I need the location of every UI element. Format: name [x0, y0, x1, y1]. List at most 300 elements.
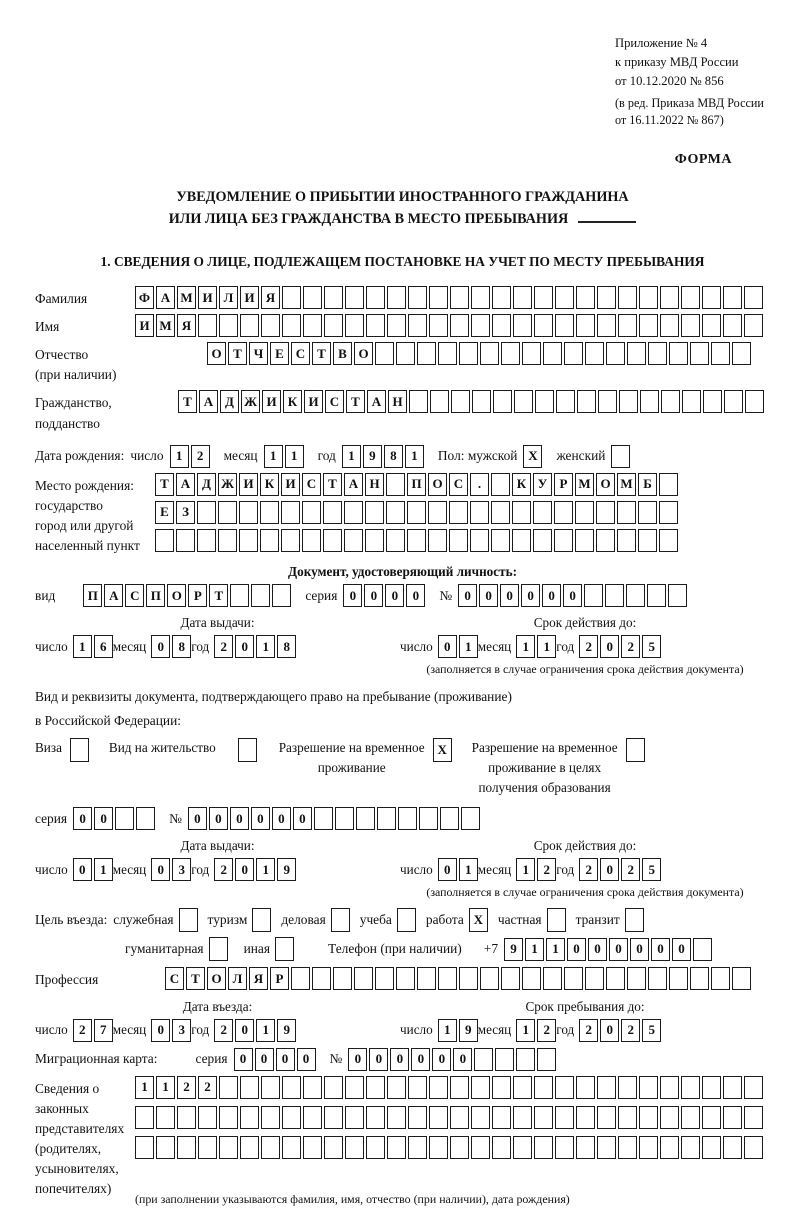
char-cell[interactable] — [429, 1076, 448, 1099]
char-cell[interactable]: 0 — [453, 1048, 472, 1071]
char-cell[interactable] — [471, 286, 490, 309]
char-cell[interactable] — [366, 1076, 385, 1099]
char-cell[interactable]: О — [354, 342, 373, 365]
char-cell[interactable]: 0 — [609, 938, 628, 961]
char-cell[interactable]: 0 — [255, 1048, 274, 1071]
char-cell[interactable]: О — [207, 967, 226, 990]
char-cell[interactable] — [597, 1136, 616, 1159]
char-cell[interactable] — [408, 314, 427, 337]
char-cell[interactable] — [449, 501, 468, 524]
char-cell[interactable] — [461, 807, 480, 830]
char-cell[interactable]: М — [617, 473, 636, 496]
char-cell[interactable]: 1 — [516, 858, 535, 881]
char-cell[interactable]: Т — [186, 967, 205, 990]
char-cell[interactable]: 1 — [256, 635, 275, 658]
char-cell[interactable] — [598, 390, 617, 413]
char-cell[interactable]: 9 — [459, 1019, 478, 1042]
char-cell[interactable] — [639, 314, 658, 337]
char-cell[interactable] — [387, 314, 406, 337]
char-cell[interactable]: Ф — [135, 286, 154, 309]
char-cell[interactable] — [596, 501, 615, 524]
char-cell[interactable] — [409, 390, 428, 413]
char-cell[interactable] — [648, 342, 667, 365]
char-cell[interactable]: 0 — [343, 584, 362, 607]
char-cell[interactable] — [576, 1076, 595, 1099]
char-cell[interactable]: 0 — [542, 584, 561, 607]
char-cell[interactable]: 0 — [297, 1048, 316, 1071]
char-cell[interactable]: А — [176, 473, 195, 496]
char-cell[interactable] — [303, 314, 322, 337]
char-cell[interactable] — [345, 1106, 364, 1129]
char-cell[interactable] — [430, 390, 449, 413]
char-cell[interactable]: А — [344, 473, 363, 496]
char-cell[interactable]: 2 — [198, 1076, 217, 1099]
char-cell[interactable]: У — [533, 473, 552, 496]
char-cell[interactable]: Ж — [241, 390, 260, 413]
char-cell[interactable] — [387, 1076, 406, 1099]
char-cell[interactable] — [493, 390, 512, 413]
char-cell[interactable]: И — [198, 286, 217, 309]
char-cell[interactable]: 0 — [364, 584, 383, 607]
char-cell[interactable] — [495, 1048, 514, 1071]
char-cell[interactable] — [554, 529, 573, 552]
char-cell[interactable] — [323, 529, 342, 552]
char-cell[interactable] — [681, 1076, 700, 1099]
char-cell[interactable] — [555, 1076, 574, 1099]
char-cell[interactable] — [554, 501, 573, 524]
char-cell[interactable] — [302, 529, 321, 552]
char-cell[interactable] — [744, 1076, 763, 1099]
char-cell[interactable]: 8 — [277, 635, 296, 658]
char-cell[interactable]: Ч — [249, 342, 268, 365]
char-cell[interactable] — [366, 314, 385, 337]
char-cell[interactable]: С — [125, 584, 144, 607]
char-cell[interactable] — [597, 286, 616, 309]
char-cell[interactable]: 2 — [73, 1019, 92, 1042]
char-cell[interactable]: Е — [270, 342, 289, 365]
char-cell[interactable]: 1 — [285, 445, 304, 468]
char-cell[interactable] — [344, 501, 363, 524]
char-cell[interactable]: Д — [197, 473, 216, 496]
char-cell[interactable]: 0 — [293, 807, 312, 830]
char-cell[interactable]: 0 — [563, 584, 582, 607]
char-cell[interactable]: Е — [155, 501, 174, 524]
char-cell[interactable]: 0 — [369, 1048, 388, 1071]
char-cell[interactable] — [702, 286, 721, 309]
char-cell[interactable] — [639, 286, 658, 309]
char-cell[interactable] — [702, 1106, 721, 1129]
char-cell[interactable]: Т — [323, 473, 342, 496]
char-cell[interactable]: О — [428, 473, 447, 496]
char-cell[interactable] — [240, 314, 259, 337]
char-cell[interactable]: 0 — [521, 584, 540, 607]
char-cell[interactable] — [239, 529, 258, 552]
char-cell[interactable]: 0 — [73, 858, 92, 881]
char-cell[interactable] — [543, 342, 562, 365]
char-cell[interactable] — [260, 501, 279, 524]
char-cell[interactable] — [605, 584, 624, 607]
char-cell[interactable] — [303, 286, 322, 309]
char-cell[interactable] — [429, 314, 448, 337]
char-cell[interactable] — [365, 501, 384, 524]
char-cell[interactable]: 1 — [94, 858, 113, 881]
char-cell[interactable]: 0 — [209, 807, 228, 830]
residence-permit-checkbox[interactable] — [238, 738, 257, 762]
char-cell[interactable] — [638, 501, 657, 524]
char-cell[interactable]: 1 — [459, 858, 478, 881]
char-cell[interactable]: 0 — [276, 1048, 295, 1071]
char-cell[interactable]: Т — [209, 584, 228, 607]
char-cell[interactable]: 2 — [579, 858, 598, 881]
char-cell[interactable] — [135, 1136, 154, 1159]
char-cell[interactable] — [345, 1076, 364, 1099]
char-cell[interactable] — [618, 286, 637, 309]
char-cell[interactable] — [345, 314, 364, 337]
char-cell[interactable] — [732, 967, 751, 990]
char-cell[interactable] — [513, 314, 532, 337]
char-cell[interactable] — [512, 529, 531, 552]
char-cell[interactable] — [639, 1136, 658, 1159]
char-cell[interactable] — [344, 529, 363, 552]
char-cell[interactable]: В — [333, 342, 352, 365]
char-cell[interactable] — [732, 342, 751, 365]
char-cell[interactable] — [681, 286, 700, 309]
char-cell[interactable]: Р — [270, 967, 289, 990]
char-cell[interactable] — [690, 967, 709, 990]
char-cell[interactable]: 2 — [191, 445, 210, 468]
char-cell[interactable] — [345, 1136, 364, 1159]
char-cell[interactable] — [660, 1136, 679, 1159]
char-cell[interactable] — [449, 529, 468, 552]
char-cell[interactable]: 0 — [234, 1048, 253, 1071]
turizm-checkbox[interactable] — [252, 908, 271, 932]
char-cell[interactable] — [660, 286, 679, 309]
char-cell[interactable] — [513, 1076, 532, 1099]
char-cell[interactable] — [407, 529, 426, 552]
char-cell[interactable]: 1 — [516, 1019, 535, 1042]
char-cell[interactable] — [282, 1106, 301, 1129]
char-cell[interactable] — [723, 1076, 742, 1099]
char-cell[interactable] — [619, 390, 638, 413]
char-cell[interactable]: О — [167, 584, 186, 607]
char-cell[interactable] — [156, 1136, 175, 1159]
char-cell[interactable]: . — [470, 473, 489, 496]
char-cell[interactable] — [408, 286, 427, 309]
char-cell[interactable]: И — [239, 473, 258, 496]
char-cell[interactable] — [354, 967, 373, 990]
char-cell[interactable] — [744, 314, 763, 337]
char-cell[interactable]: 0 — [151, 1019, 170, 1042]
char-cell[interactable]: 0 — [406, 584, 425, 607]
char-cell[interactable]: 3 — [172, 1019, 191, 1042]
char-cell[interactable]: 0 — [500, 584, 519, 607]
char-cell[interactable]: 1 — [525, 938, 544, 961]
char-cell[interactable] — [440, 807, 459, 830]
char-cell[interactable] — [429, 1106, 448, 1129]
char-cell[interactable] — [429, 1136, 448, 1159]
char-cell[interactable] — [470, 501, 489, 524]
char-cell[interactable]: 0 — [94, 807, 113, 830]
char-cell[interactable]: 1 — [264, 445, 283, 468]
char-cell[interactable] — [682, 390, 701, 413]
char-cell[interactable] — [136, 807, 155, 830]
char-cell[interactable]: С — [302, 473, 321, 496]
char-cell[interactable]: 9 — [277, 1019, 296, 1042]
char-cell[interactable] — [575, 501, 594, 524]
char-cell[interactable] — [115, 807, 134, 830]
char-cell[interactable] — [303, 1136, 322, 1159]
char-cell[interactable]: Л — [228, 967, 247, 990]
char-cell[interactable] — [555, 286, 574, 309]
char-cell[interactable] — [585, 967, 604, 990]
char-cell[interactable]: 5 — [642, 1019, 661, 1042]
char-cell[interactable] — [618, 1076, 637, 1099]
char-cell[interactable] — [711, 967, 730, 990]
char-cell[interactable] — [281, 501, 300, 524]
char-cell[interactable] — [377, 807, 396, 830]
char-cell[interactable]: Д — [220, 390, 239, 413]
char-cell[interactable]: И — [281, 473, 300, 496]
char-cell[interactable] — [251, 584, 270, 607]
char-cell[interactable] — [576, 1106, 595, 1129]
char-cell[interactable]: 2 — [579, 635, 598, 658]
char-cell[interactable] — [723, 314, 742, 337]
char-cell[interactable] — [386, 529, 405, 552]
char-cell[interactable] — [627, 342, 646, 365]
char-cell[interactable] — [647, 584, 666, 607]
char-cell[interactable] — [291, 967, 310, 990]
char-cell[interactable] — [375, 342, 394, 365]
char-cell[interactable]: С — [291, 342, 310, 365]
char-cell[interactable] — [335, 807, 354, 830]
char-cell[interactable] — [450, 1076, 469, 1099]
char-cell[interactable]: 1 — [546, 938, 565, 961]
chastnaya-checkbox[interactable] — [547, 908, 566, 932]
char-cell[interactable]: 1 — [405, 445, 424, 468]
char-cell[interactable] — [450, 314, 469, 337]
char-cell[interactable] — [668, 584, 687, 607]
char-cell[interactable]: 1 — [135, 1076, 154, 1099]
char-cell[interactable] — [534, 1106, 553, 1129]
char-cell[interactable]: 1 — [73, 635, 92, 658]
temp-residence-checkbox[interactable]: X — [433, 738, 452, 762]
char-cell[interactable]: 2 — [621, 1019, 640, 1042]
char-cell[interactable] — [659, 501, 678, 524]
char-cell[interactable] — [597, 314, 616, 337]
char-cell[interactable] — [218, 501, 237, 524]
char-cell[interactable] — [555, 1106, 574, 1129]
char-cell[interactable] — [197, 501, 216, 524]
char-cell[interactable] — [681, 1106, 700, 1129]
char-cell[interactable] — [745, 390, 764, 413]
char-cell[interactable] — [491, 473, 510, 496]
char-cell[interactable] — [303, 1076, 322, 1099]
char-cell[interactable] — [396, 967, 415, 990]
char-cell[interactable] — [324, 286, 343, 309]
rabota-checkbox[interactable]: X — [469, 908, 488, 932]
char-cell[interactable]: 0 — [438, 635, 457, 658]
char-cell[interactable] — [626, 584, 645, 607]
char-cell[interactable] — [398, 807, 417, 830]
char-cell[interactable]: 0 — [600, 1019, 619, 1042]
char-cell[interactable] — [491, 501, 510, 524]
char-cell[interactable] — [514, 390, 533, 413]
char-cell[interactable] — [669, 967, 688, 990]
char-cell[interactable]: С — [449, 473, 468, 496]
char-cell[interactable] — [366, 1106, 385, 1129]
char-cell[interactable] — [240, 1136, 259, 1159]
char-cell[interactable] — [218, 529, 237, 552]
char-cell[interactable] — [396, 342, 415, 365]
char-cell[interactable] — [303, 1106, 322, 1129]
char-cell[interactable]: 2 — [579, 1019, 598, 1042]
char-cell[interactable]: Р — [554, 473, 573, 496]
char-cell[interactable] — [387, 286, 406, 309]
char-cell[interactable] — [177, 1136, 196, 1159]
char-cell[interactable] — [480, 342, 499, 365]
char-cell[interactable] — [219, 314, 238, 337]
char-cell[interactable]: 0 — [390, 1048, 409, 1071]
char-cell[interactable] — [386, 501, 405, 524]
char-cell[interactable] — [501, 342, 520, 365]
char-cell[interactable]: А — [156, 286, 175, 309]
char-cell[interactable] — [472, 390, 491, 413]
char-cell[interactable] — [219, 1136, 238, 1159]
char-cell[interactable] — [474, 1048, 493, 1071]
char-cell[interactable]: Т — [155, 473, 174, 496]
char-cell[interactable] — [585, 342, 604, 365]
char-cell[interactable]: 0 — [630, 938, 649, 961]
char-cell[interactable] — [576, 286, 595, 309]
char-cell[interactable]: С — [325, 390, 344, 413]
delovaya-checkbox[interactable] — [331, 908, 350, 932]
char-cell[interactable] — [375, 967, 394, 990]
char-cell[interactable]: 0 — [567, 938, 586, 961]
char-cell[interactable]: Т — [312, 342, 331, 365]
char-cell[interactable]: 0 — [230, 807, 249, 830]
char-cell[interactable]: 9 — [363, 445, 382, 468]
char-cell[interactable] — [240, 1106, 259, 1129]
char-cell[interactable]: 0 — [432, 1048, 451, 1071]
char-cell[interactable]: И — [240, 286, 259, 309]
char-cell[interactable] — [669, 342, 688, 365]
char-cell[interactable] — [617, 529, 636, 552]
char-cell[interactable]: М — [156, 314, 175, 337]
char-cell[interactable] — [492, 1076, 511, 1099]
char-cell[interactable] — [744, 1136, 763, 1159]
char-cell[interactable] — [702, 1076, 721, 1099]
char-cell[interactable] — [219, 1076, 238, 1099]
char-cell[interactable]: 0 — [348, 1048, 367, 1071]
ucheba-checkbox[interactable] — [397, 908, 416, 932]
char-cell[interactable] — [660, 314, 679, 337]
char-cell[interactable]: 1 — [256, 1019, 275, 1042]
char-cell[interactable] — [471, 1106, 490, 1129]
char-cell[interactable]: П — [146, 584, 165, 607]
char-cell[interactable] — [577, 390, 596, 413]
char-cell[interactable] — [333, 967, 352, 990]
char-cell[interactable] — [314, 807, 333, 830]
char-cell[interactable]: 9 — [277, 858, 296, 881]
char-cell[interactable] — [450, 286, 469, 309]
char-cell[interactable]: 0 — [272, 807, 291, 830]
char-cell[interactable] — [459, 342, 478, 365]
char-cell[interactable]: П — [407, 473, 426, 496]
char-cell[interactable] — [576, 1136, 595, 1159]
char-cell[interactable] — [282, 314, 301, 337]
char-cell[interactable]: 8 — [384, 445, 403, 468]
char-cell[interactable] — [438, 342, 457, 365]
char-cell[interactable] — [198, 1106, 217, 1129]
char-cell[interactable] — [230, 584, 249, 607]
char-cell[interactable] — [534, 314, 553, 337]
char-cell[interactable] — [387, 1136, 406, 1159]
char-cell[interactable] — [366, 1136, 385, 1159]
char-cell[interactable] — [659, 473, 678, 496]
char-cell[interactable]: 6 — [94, 635, 113, 658]
char-cell[interactable]: 1 — [342, 445, 361, 468]
char-cell[interactable] — [640, 390, 659, 413]
char-cell[interactable] — [522, 342, 541, 365]
char-cell[interactable] — [606, 967, 625, 990]
char-cell[interactable] — [555, 1136, 574, 1159]
temp-residence-education-checkbox[interactable] — [626, 738, 645, 762]
char-cell[interactable] — [408, 1076, 427, 1099]
char-cell[interactable] — [198, 314, 217, 337]
char-cell[interactable] — [282, 1136, 301, 1159]
char-cell[interactable]: К — [260, 473, 279, 496]
char-cell[interactable]: 1 — [256, 858, 275, 881]
char-cell[interactable] — [417, 342, 436, 365]
char-cell[interactable] — [661, 390, 680, 413]
char-cell[interactable]: 0 — [235, 635, 254, 658]
char-cell[interactable] — [281, 529, 300, 552]
char-cell[interactable] — [618, 1136, 637, 1159]
char-cell[interactable] — [261, 1076, 280, 1099]
char-cell[interactable] — [419, 807, 438, 830]
char-cell[interactable]: 0 — [251, 807, 270, 830]
char-cell[interactable] — [535, 390, 554, 413]
char-cell[interactable] — [533, 529, 552, 552]
char-cell[interactable] — [648, 967, 667, 990]
char-cell[interactable]: 0 — [235, 858, 254, 881]
char-cell[interactable]: М — [575, 473, 594, 496]
gumanitarnaya-checkbox[interactable] — [209, 937, 228, 961]
char-cell[interactable]: И — [304, 390, 323, 413]
char-cell[interactable] — [272, 584, 291, 607]
char-cell[interactable] — [533, 501, 552, 524]
char-cell[interactable] — [155, 529, 174, 552]
char-cell[interactable] — [618, 1106, 637, 1129]
char-cell[interactable]: 2 — [621, 858, 640, 881]
char-cell[interactable] — [512, 501, 531, 524]
char-cell[interactable]: 0 — [588, 938, 607, 961]
char-cell[interactable]: А — [104, 584, 123, 607]
char-cell[interactable] — [597, 1076, 616, 1099]
char-cell[interactable] — [428, 529, 447, 552]
char-cell[interactable]: 0 — [151, 858, 170, 881]
char-cell[interactable] — [417, 967, 436, 990]
char-cell[interactable] — [324, 1076, 343, 1099]
char-cell[interactable] — [584, 584, 603, 607]
char-cell[interactable]: 1 — [459, 635, 478, 658]
char-cell[interactable] — [135, 1106, 154, 1129]
char-cell[interactable] — [428, 501, 447, 524]
char-cell[interactable] — [611, 445, 630, 468]
char-cell[interactable] — [501, 967, 520, 990]
char-cell[interactable]: X — [523, 445, 542, 468]
char-cell[interactable] — [261, 314, 280, 337]
